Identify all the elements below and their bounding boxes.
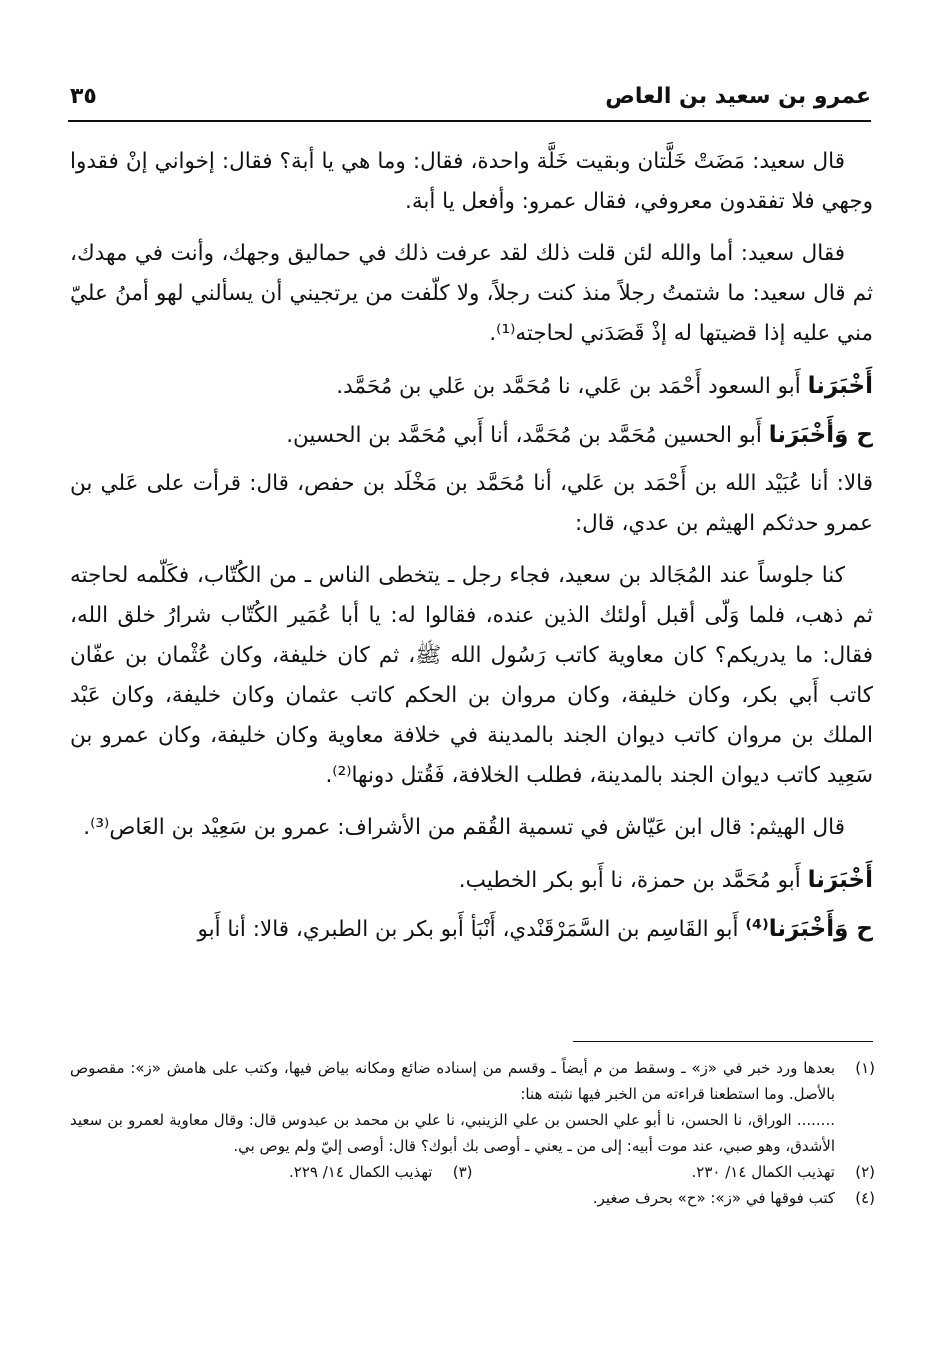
footnote-text: تهذيب الكمال ١٤/ ٢٣٠.	[691, 1163, 835, 1181]
paragraph-2: فقال سعيد: أما والله لئن قلت ذلك لقد عرفت ذلك في حماليق وجهك، وأنت في مهدك، ثم قال سعيد: ما شتمتُ رجلاً منذ كنت رجلاً، ولا كلّفت من يرتجيني أن يسألني لهو أمنُ عليّ مني عليه إذا قضيتها له إذْ قَصَدَني لحاجته⁽¹⁾.	[70, 241, 873, 346]
paragraph-7: قال الهيثم: قال ابن عَيّاش في تسمية القُقم من الأشراف: عمرو بن سَعِيْد بن العَاص⁽³⁾.	[83, 815, 845, 840]
main-text	[70, 142, 873, 958]
footnote-rule	[573, 1041, 873, 1042]
isnad-2	[70, 415, 873, 456]
footnote-3	[70, 1159, 473, 1185]
footnote-4	[70, 1185, 875, 1211]
isnad-3	[70, 860, 873, 901]
header-rule	[68, 120, 871, 122]
footnote-text: بعدها ورد خبر في «ز» ـ وسقط من م أيضاً ـ وقسم من إسناده ضائع ومكانه بياض فيها، وكتب على هامش «ز»: مقصوص بالأصل. وما استطعنا قراءته من الخبر فيها نثبته هنا:	[70, 1059, 835, 1103]
footnote-1-continued	[70, 1107, 875, 1159]
isnad-3-text: أَبو مُحَمَّد بن حمزة، نا أَبو بكر الخطيب.	[458, 868, 808, 893]
isnad-4-text: أَبو القَاسِم بن السَّمَرْقَنْدي، أَنْبَأ أَبو بكر بن الطبري، قالا: أنا أَبو	[197, 917, 746, 942]
footnote-text: ........ الوراق، نا الحسن، نا أبو علي الحسن بن علي الزينبي، نا علي بن محمد بن عبدوس قال: وقال معاوية لعمرو بن سعيد الأشدق، وهو صبي، عند موت أبيه: إلى من ـ يعني ـ أوصى بك أبوك؟ قال: أوصى إليّ ولم يوص بي.	[70, 1111, 835, 1155]
footnotes	[70, 1055, 875, 1211]
footnote-text: كتب فوقها في «ز»: «ح» بحرف صغير.	[592, 1189, 835, 1207]
akhbarana-keyword: ح وَأَخْبَرَنا	[768, 422, 873, 448]
isnad-4	[70, 909, 873, 950]
akhbarana-keyword: ح وَأَخْبَرَنا⁽⁴⁾	[745, 916, 873, 942]
footnote-number: (٣)	[452, 1163, 473, 1181]
paragraph-1: قال سعيد: مَضَتْ خَلَّتان وبقيت خَلَّة واحدة، فقال: وما هي يا أبة؟ فقال: إخواني إنْ فقدوا وجهي فلا تفقدون معروفي، فقال عمرو: وأفعل يا أبة.	[70, 149, 873, 214]
footnote-number: (٤)	[855, 1189, 875, 1207]
footnote-number: (١)	[855, 1059, 875, 1077]
footnote-1	[70, 1055, 875, 1107]
isnad-1-text: أَبو السعود أَحْمَد بن عَلي، نا مُحَمَّد بن عَلي بن مُحَمَّد.	[336, 374, 808, 399]
isnad-2-text: أَبو الحسين مُحَمَّد بن مُحَمَّد، أنا أَبي مُحَمَّد بن الحسين.	[286, 423, 769, 448]
footnote-row	[70, 1159, 875, 1185]
akhbarana-keyword: أَخْبَرَنا	[807, 373, 873, 399]
footnote-text: تهذيب الكمال ١٤/ ٢٢٩.	[289, 1163, 433, 1181]
paragraph-5: قالا: أنا عُبَيْد الله بن أَحْمَد بن عَلي، أنا مُحَمَّد بن مَخْلَد بن حفص، قال: قرأت على عَلي بن عمرو حدثكم الهيثم بن عدي، قال:	[70, 471, 873, 536]
footnote-2	[473, 1159, 876, 1185]
isnad-1	[70, 366, 873, 407]
footnote-number: (٢)	[855, 1163, 875, 1181]
page-number: ٣٥	[70, 84, 97, 109]
paragraph-6: كنا جلوساً عند المُجَالد بن سعيد، فجاء رجل ـ يتخطى الناس ـ من الكُتّاب، فكَلّمه لحاجته ثم ذهب، فلما وَلّى أقبل أولئك الذين عنده، فقالوا له: يا أبا عُمَير الكُتّاب شرارُ خلق الله، فقال: ما يدريكم؟ كان معاوية كاتب رَسُول الله ﷺ، ثم كان خليفة، وكان عُثْمان بن عفّان كاتب أَبي بكر، وكان خليفة، وكان مروان بن الحكم كاتب عثمان وكان خليفة، وكان عَبْد الملك بن مروان كاتب ديوان الجند بالمدينة في خلافة معاوية وكان خليفة، وكان عمرو بن سَعِيد كاتب ديوان الجند بالمدينة، فطلب الخلافة، فَقُتل دونها⁽²⁾.	[70, 563, 873, 788]
page-header	[70, 84, 871, 114]
akhbarana-keyword: أَخْبَرَنا	[807, 867, 873, 893]
running-title: عمرو بن سعيد بن العاص	[605, 84, 871, 109]
